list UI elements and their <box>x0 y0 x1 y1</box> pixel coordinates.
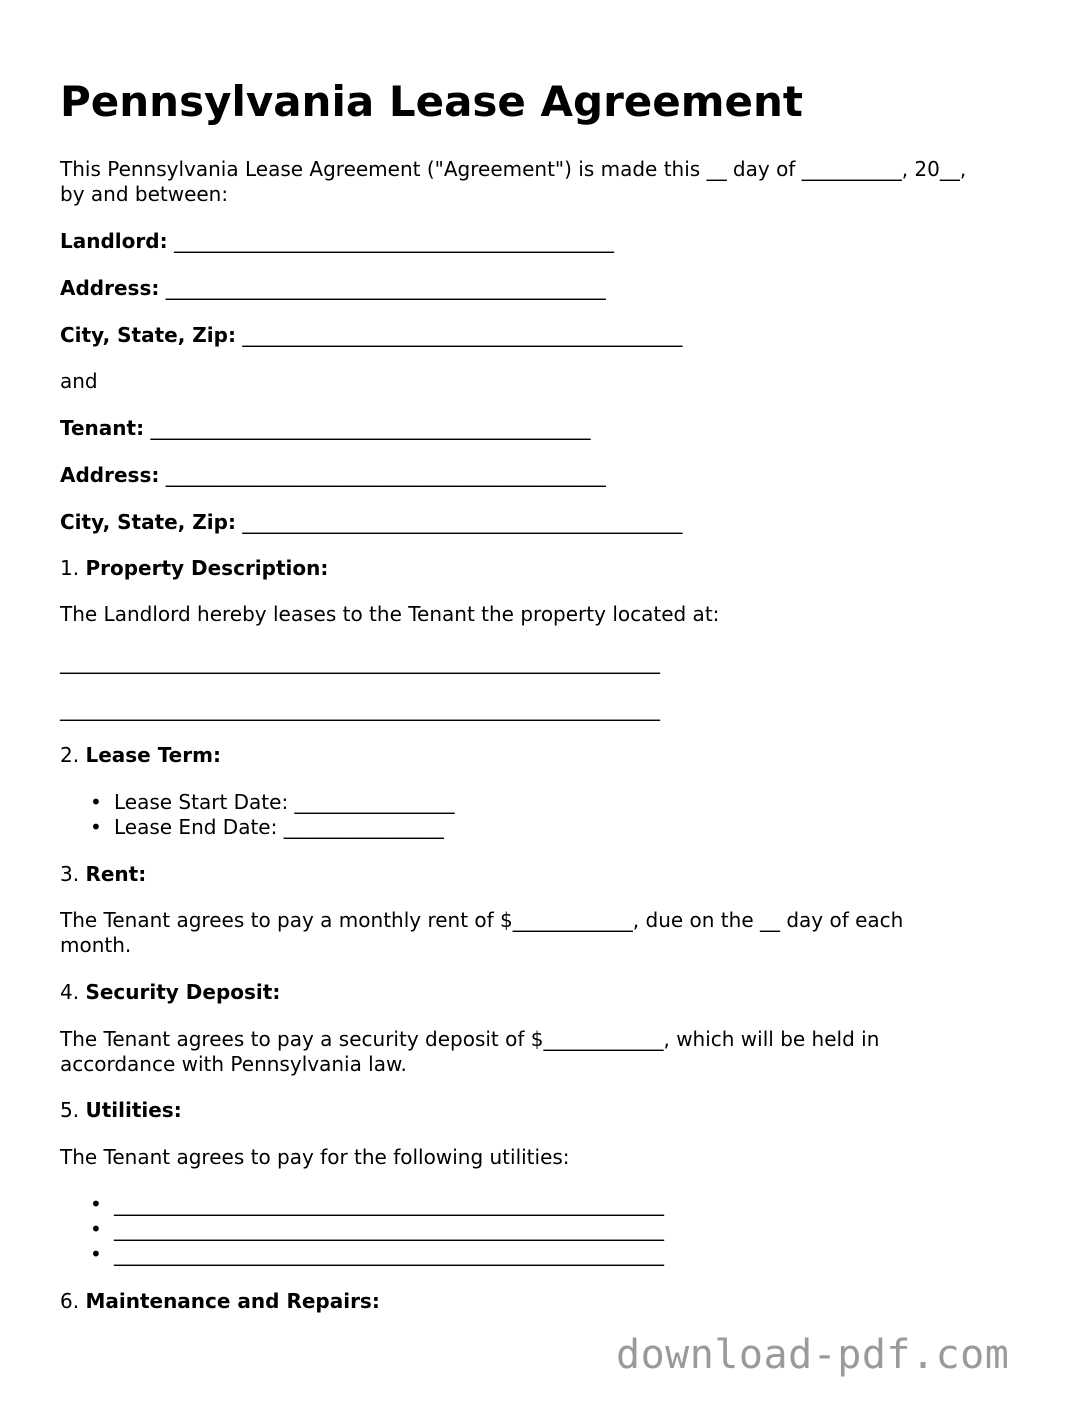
lease-term-list <box>60 790 455 840</box>
deposit-line-2: accordance with Pennsylvania law. <box>60 1052 407 1076</box>
utility-blank-2: _______________________________________________________ <box>114 1217 664 1241</box>
section-title: Security Deposit: <box>85 980 281 1004</box>
lease-start-date: Lease Start Date: ________________ <box>114 790 455 814</box>
watermark-text: download-pdf.com <box>616 1332 1010 1378</box>
lease-end-date: Lease End Date: ________________ <box>114 815 444 839</box>
landlord-address-row <box>60 276 1035 301</box>
tenant-city-label: City, State, Zip: <box>60 510 236 534</box>
deposit-paragraph <box>60 1027 1035 1077</box>
intro-line-1: This Pennsylvania Lease Agreement ("Agreement") is made this __ day of __________, 20__, <box>60 157 967 181</box>
section-title: Maintenance and Repairs: <box>85 1289 380 1313</box>
section-number: 6. <box>60 1289 80 1313</box>
list-item <box>60 1217 664 1242</box>
intro-paragraph <box>60 157 1035 207</box>
and-text: and <box>60 369 98 393</box>
section-number: 3. <box>60 862 80 886</box>
section-heading-maintenance <box>60 1289 1035 1314</box>
tenant-city-blank: ____________________________________________ <box>242 510 683 534</box>
tenant-address-row <box>60 463 1035 488</box>
rent-paragraph <box>60 908 1035 958</box>
tenant-name-row <box>60 416 1035 441</box>
section-number: 5. <box>60 1098 80 1122</box>
list-item <box>60 815 455 840</box>
list-item <box>60 1192 664 1217</box>
section-title: Utilities: <box>85 1098 182 1122</box>
list-item <box>60 1242 664 1267</box>
utility-blank-3: _______________________________________________________ <box>114 1242 664 1266</box>
landlord-name-blank: ____________________________________________ <box>173 229 614 253</box>
utilities-text: The Tenant agrees to pay for the following utilities: <box>60 1145 570 1169</box>
utilities-list <box>60 1192 664 1267</box>
intro-line-2: by and between: <box>60 182 229 206</box>
section-number: 2. <box>60 743 80 767</box>
tenant-city-row <box>60 510 1035 535</box>
property-blank-2: ____________________________________________________________ <box>60 697 660 721</box>
tenant-name-blank: ____________________________________________ <box>150 416 591 440</box>
landlord-city-row <box>60 323 1035 348</box>
rent-line-1: The Tenant agrees to pay a monthly rent of $____________, due on the __ day of each <box>60 908 904 932</box>
document-title: Pennsylvania Lease Agreement <box>60 77 803 126</box>
section-number: 4. <box>60 980 80 1004</box>
utility-blank-1: _______________________________________________________ <box>114 1192 664 1216</box>
deposit-line-1: The Tenant agrees to pay a security deposit of $____________, which will be held in <box>60 1027 880 1051</box>
section-heading-deposit <box>60 980 1035 1005</box>
section-title: Rent: <box>85 862 147 886</box>
bullet-icon: • <box>90 1217 102 1241</box>
bullet-icon: • <box>90 1242 102 1266</box>
tenant-name-label: Tenant: <box>60 416 145 440</box>
bullet-icon: • <box>90 790 102 814</box>
landlord-address-label: Address: <box>60 276 160 300</box>
section-heading-utilities <box>60 1098 1035 1123</box>
landlord-city-label: City, State, Zip: <box>60 323 236 347</box>
property-text: The Landlord hereby leases to the Tenant the property located at: <box>60 602 720 626</box>
section-number: 1. <box>60 556 80 580</box>
landlord-name-row <box>60 229 1035 254</box>
section-heading-property <box>60 556 1035 581</box>
section-title: Lease Term: <box>85 743 221 767</box>
section-heading-term <box>60 743 1035 768</box>
tenant-address-label: Address: <box>60 463 160 487</box>
landlord-city-blank: ____________________________________________ <box>242 323 683 347</box>
bullet-icon: • <box>90 815 102 839</box>
property-blank-1: ____________________________________________________________ <box>60 650 660 674</box>
tenant-address-blank: ____________________________________________ <box>165 463 606 487</box>
list-item <box>60 790 455 815</box>
bullet-icon: • <box>90 1192 102 1216</box>
rent-line-2: month. <box>60 933 132 957</box>
landlord-address-blank: ____________________________________________ <box>165 276 606 300</box>
section-heading-rent <box>60 862 1035 887</box>
section-title: Property Description: <box>85 556 329 580</box>
landlord-name-label: Landlord: <box>60 229 168 253</box>
